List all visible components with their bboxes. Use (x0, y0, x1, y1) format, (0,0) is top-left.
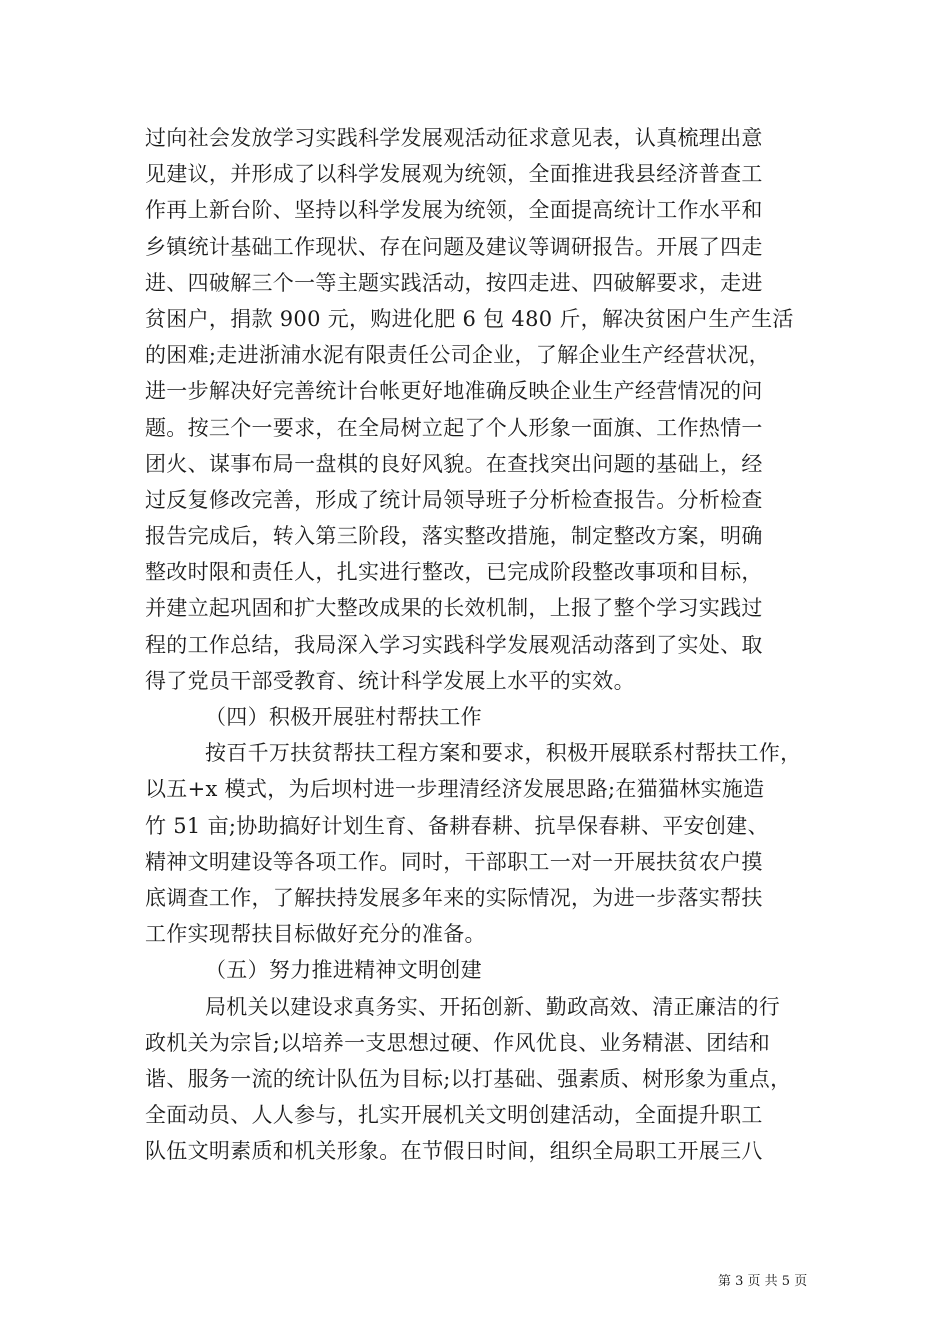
text-line: 进、四破解三个一等主题实践活动，按四走进、四破解要求，走进 (145, 270, 763, 295)
text-line: 作再上新台阶、坚持以科学发展为统领，全面提高统计工作水平和 (145, 198, 763, 223)
text-line: 竹 51 亩;协助搞好计划生育、备耕春耕、抗旱保春耕、平安创建、 (145, 813, 769, 838)
text-line: 谐、服务一流的统计队伍为目标;以打基础、强素质、树形象为重点， (145, 1066, 792, 1091)
text-line: 政机关为宗旨;以培养一支思想过硬、作风优良、业务精湛、团结和 (145, 1030, 771, 1055)
text-line: 团火、谋事布局一盘棋的良好风貌。在查找突出问题的基础上，经 (145, 451, 763, 476)
text-line: 并建立起巩固和扩大整改成果的长效机制，上报了整个学习实践过 (145, 596, 763, 621)
text-line: 题。按三个一要求，在全局树立起了个人形象一面旗、工作热情一 (145, 415, 763, 440)
text-line: 局机关以建设求真务实、开拓创新、勤政高效、清正廉洁的行 (205, 994, 781, 1019)
document-body (145, 120, 810, 1169)
text-line: 过反复修改完善，形成了统计局领导班子分析检查报告。分析检查 (145, 487, 763, 512)
text-line: 进一步解决好完善统计台帐更好地准确反映企业生产经营情况的问 (145, 379, 763, 404)
text-line: 报告完成后，转入第三阶段，落实整改措施，制定整改方案，明确 (145, 524, 763, 549)
section-heading: （四）积极开展驻村帮扶工作 (205, 705, 482, 729)
text-line: 过向社会发放学习实践科学发展观活动征求意见表，认真梳理出意 (145, 126, 763, 150)
text-line: 乡镇统计基础工作现状、存在问题及建议等调研报告。开展了四走 (145, 234, 763, 259)
text-line: 精神文明建设等各项工作。同时，干部职工一对一开展扶贫农户摸 (145, 849, 763, 874)
text-line: 见建议，并形成了以科学发展观为统领，全面推进我县经济普查工 (145, 162, 763, 187)
text-line: 得了党员干部受教育、统计科学发展上水平的实效。 (145, 668, 635, 693)
text-line: 程的工作总结，我局深入学习实践科学发展观活动落到了实处、取 (145, 632, 763, 657)
text-line: 队伍文明素质和机关形象。在节假日时间，组织全局职工开展三八 (145, 1139, 763, 1164)
text-line: 全面动员、人人参与，扎实开展机关文明创建活动，全面提升职工 (145, 1103, 763, 1128)
text-line: 底调查工作，了解扶持发展多年来的实际情况，为进一步落实帮扶 (145, 885, 763, 910)
text-line: 的困难;走进浙浦水泥有限责任公司企业，了解企业生产经营状况， (145, 343, 771, 368)
text-line: 工作实现帮扶目标做好充分的准备。 (145, 922, 486, 947)
text-line: 贫困户，捐款 900 元，购进化肥 6 包 480 斤，解决贫困户生产生活 (145, 306, 794, 331)
text-line: 以五+x 模式，为后坝村进一步理清经济发展思路;在猫猫林实施造 (145, 777, 765, 802)
page-number: 第 3 页 共 5 页 (718, 1274, 808, 1289)
text-line: 按百千万扶贫帮扶工程方案和要求，积极开展联系村帮扶工作， (205, 741, 802, 766)
text-line: 整改时限和责任人，扎实进行整改，已完成阶段整改事项和目标， (145, 560, 763, 585)
section-heading: （五）努力推进精神文明创建 (205, 958, 482, 983)
